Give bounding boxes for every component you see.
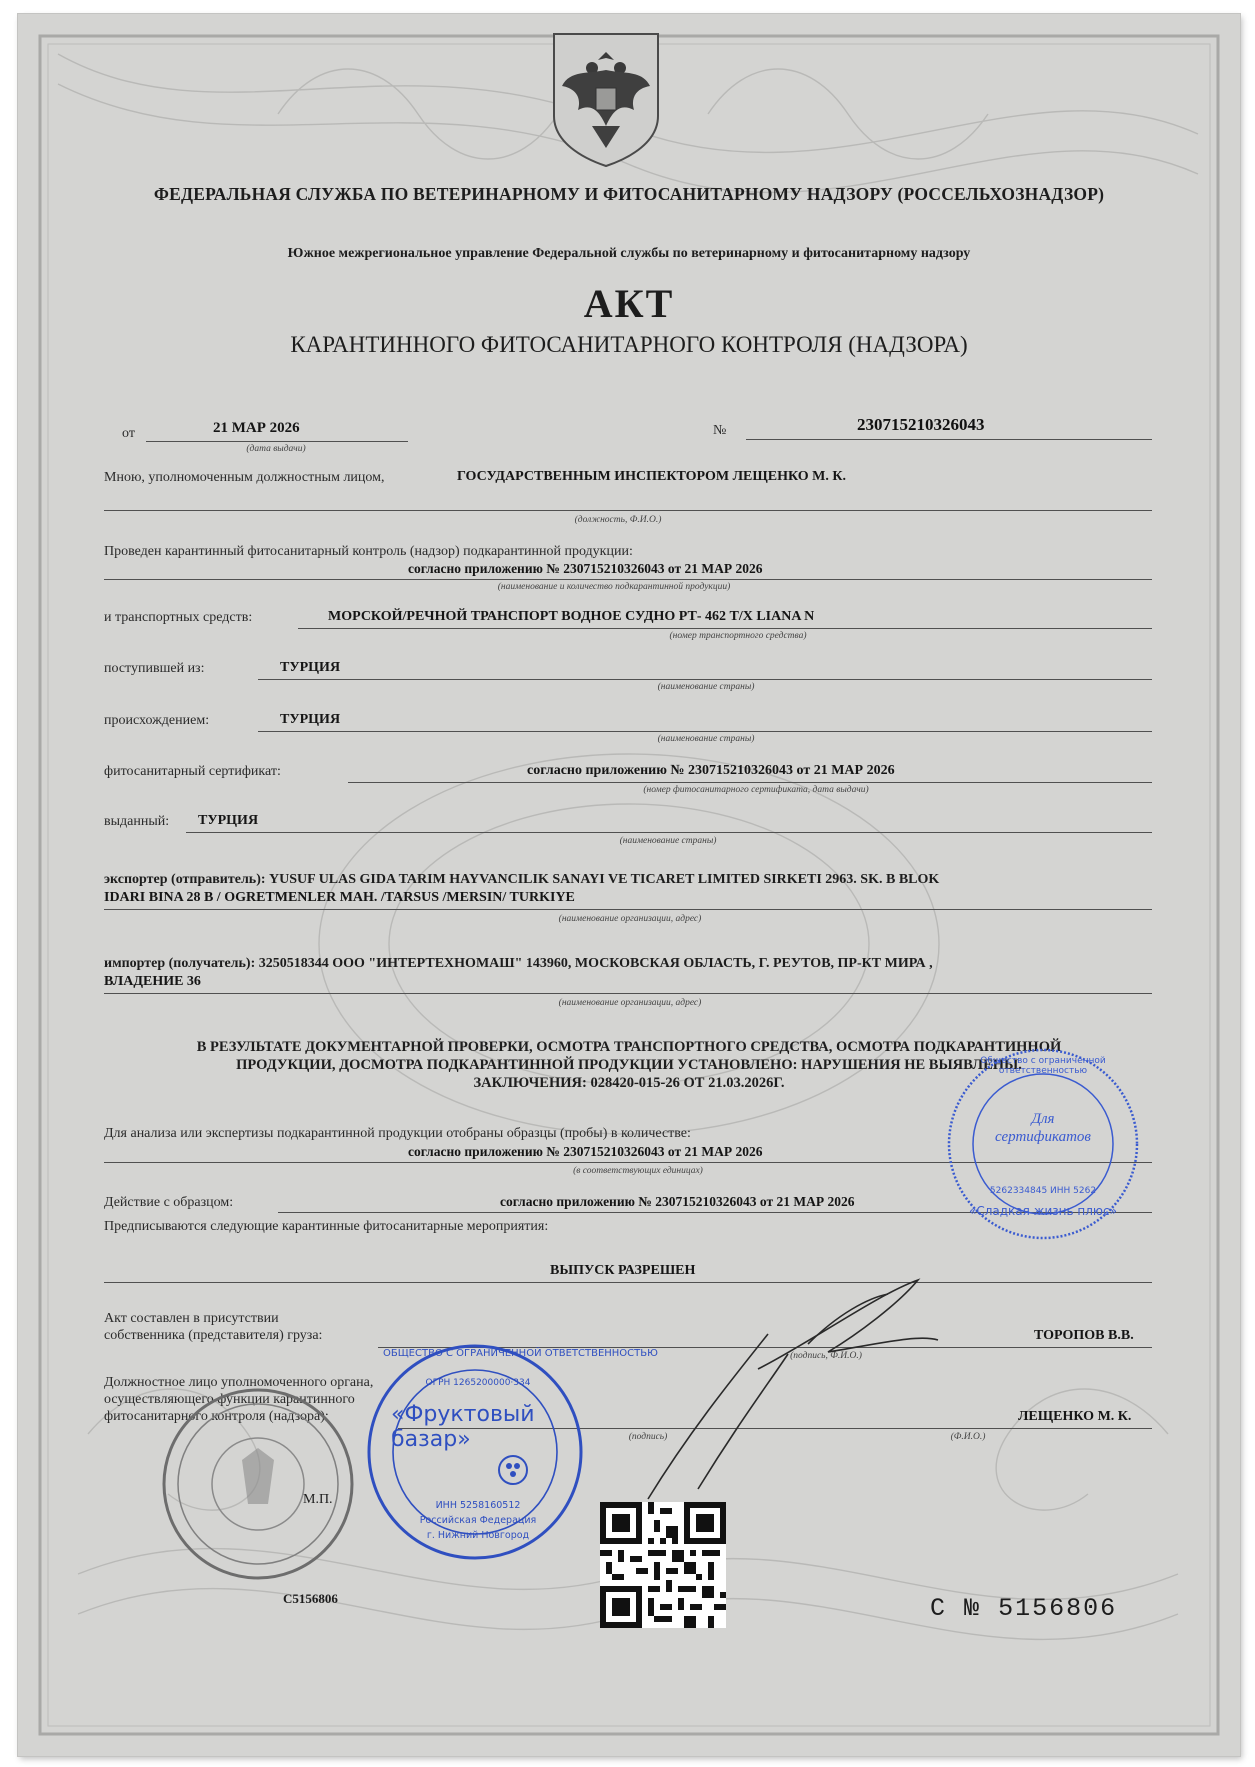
origin-label: происхождением: [104,713,210,728]
series-prefix: С [930,1594,948,1623]
document-sheet [18,14,1240,1756]
arrived-from-label: поступившей из: [104,661,205,676]
stamp-left-inn: ИНН 5258160512 [435,1500,521,1511]
document-title: АКТ [583,281,675,326]
agency-name: ФЕДЕРАЛЬНАЯ СЛУЖБА ПО ВЕТЕРИНАРНОМУ И ФИТОСАНИТАРНОМУ НАДЗОРУ (РОССЕЛЬХОЗНАДЗОР) [153,184,1105,204]
exporter-label: экспортер (отправитель): [104,872,266,887]
issued-caption: (наименование страны) [619,836,717,846]
stamp-right-ring-top: Общество с ограниченной ответственностью [980,1056,1106,1076]
samples-label: Для анализа или экспертизы подкарантинной продукции отобраны образцы (пробы) в количестве: [104,1126,691,1141]
act-date: 21 МАР 2026 [213,420,300,436]
importer-line1: 3250518344 ООО "ИНТЕРТЕХНОМАШ" 143960, МОСКОВСКАЯ ОБЛАСТЬ, Г. РЕУТОВ, ПР-КТ МИРА , [258,956,933,971]
exporter-caption: (наименование организации, адрес) [558,914,702,924]
transport-underline [298,628,1152,629]
stamp-right-inn: 5262334845 ИНН 5262 [989,1186,1097,1196]
transport-value: МОРСКОЙ/РЕЧНОЙ ТРАНСПОРТ ВОДНОЕ СУДНО РТ- 462 T/X LIANA N [328,609,815,624]
date-underline [146,441,408,442]
stamp-left-city: г. Нижний Новгород [426,1530,530,1541]
seal-place-mark: М.П. [303,1492,333,1507]
transport-caption: (номер транспортного средства) [669,631,807,641]
date-label: от [122,426,135,441]
official-gray-seal [158,1384,358,1584]
coat-of-arms-emblem [548,30,664,170]
sample-action-label: Действие с образцом: [104,1195,234,1210]
signature-scribbles [578,1274,998,1504]
number-underline [746,439,1152,440]
document-subtitle: КАРАНТИННОГО ФИТОСАНИТАРНОГО КОНТРОЛЯ (НАДЗОРА) [290,332,968,357]
form-serial-number [930,1594,1117,1623]
issued-underline [186,832,1152,833]
certificate-value: согласно приложению № 230715210326043 от 21 МАР 2026 [527,763,895,778]
arrived-from-caption: (наименование страны) [657,682,755,692]
transport-label: и транспортных средств: [104,610,253,625]
official-label-line2: осуществляющего функции карантинного [104,1392,355,1407]
exporter-block [104,872,939,888]
arrived-from-underline [258,679,1152,680]
arrived-from-value: ТУРЦИЯ [280,660,341,675]
act-number: 230715210326043 [857,415,985,434]
stamp-left-ring-text: ОБЩЕСТВО С ОГРАНИЧЕННОЙ ОТВЕТСТВЕННОСТЬЮ [383,1348,658,1359]
owner-label-line2: собственника (представителя) груза: [104,1328,323,1343]
stamp-right-center: Для сертификатов [995,1111,1091,1145]
official-label-line3: фитосанитарного контроля (надзора): [104,1409,329,1424]
samples-value: согласно приложению № 230715210326043 от 21 МАР 2026 [408,1144,763,1159]
issued-label: выданный: [104,814,170,829]
certificate-label: фитосанитарный сертификат: [104,764,281,779]
control-label: Проведен карантинный фитосанитарный контроль (надзор) подкарантинной продукции: [104,544,633,559]
owner-caption: (подпись, Ф.И.О.) [790,1351,862,1361]
official-label-line1: Должностное лицо уполномоченного органа, [104,1375,374,1390]
official-name-caption: (Ф.И.О.) [950,1432,986,1442]
department-name: Южное межрегиональное управление Федеральной службы по ветеринарному и фитосанитарному надзору [287,246,971,261]
series-number-sign: № [964,1594,982,1623]
stamp-right-ring-bottom: «Сладкая жизнь плюс» [969,1204,1117,1218]
inspector-label: Мною, уполномоченным должностным лицом, [104,470,385,485]
issued-value: ТУРЦИЯ [198,813,259,828]
stamp-left-brand: «Фруктовый базар» [391,1402,535,1452]
official-sign-caption: (подпись) [628,1432,668,1442]
importer-caption: (наименование организации, адрес) [558,998,702,1008]
qr-code-pattern [600,1502,726,1628]
date-caption: (дата выдачи) [246,444,306,454]
inspector-underline [104,510,1152,511]
owner-label-line1: Акт составлен в присутствии [104,1311,279,1326]
measures-label: Предписываются следующие карантинные фитосанитарные мероприятия: [104,1219,549,1234]
control-caption: (наименование и количество подкарантинной продукции) [497,582,731,592]
control-value: согласно приложению № 230715210326043 от 21 МАР 2026 [408,561,763,576]
importer-underline [104,993,1152,994]
exporter-underline [104,909,1152,910]
origin-caption: (наименование страны) [657,734,755,744]
result-line3: ЗАКЛЮЧЕНИЯ: 028420-015-26 ОТ 21.03.2026Г. [473,1075,785,1091]
exporter-line2: IDARI BINA 28 B / OGRETMENLER MAH. /TARSUS /MERSIN/ TURKIYE [104,890,575,905]
certificate-caption: (номер фитосанитарного сертификата, дата выдачи) [643,785,869,795]
qr-code[interactable] [600,1502,726,1628]
importer-line2: ВЛАДЕНИЕ 36 [104,974,201,989]
origin-underline [258,731,1152,732]
origin-value: ТУРЦИЯ [280,712,341,727]
inspector-caption: (должность, Ф.И.О.) [574,515,662,525]
sample-action-value: согласно приложению № 230715210326043 от 21 МАР 2026 [500,1194,855,1209]
stamp-left-ogrn: ОГРН 1265200000·334 [425,1378,531,1388]
importer-label: импортер (получатель): [104,956,256,971]
number-label: № [713,423,727,438]
exporter-line1: YUSUF ULAS GIDA TARIM HAYVANCILIK SANAYI VE TICARET LIMITED SIRKETI 2963. SK. B BLOK [269,872,940,887]
owner-name: ТОРОПОВ В.В. [1034,1328,1134,1343]
certificate-underline [348,782,1152,783]
result-line1: В РЕЗУЛЬТАТЕ ДОКУМЕНТАРНОЙ ПРОВЕРКИ, ОСМОТРА ТРАНСПОРТНОГО СРЕДСТВА, ОСМОТРА ПОДКАРАНТИННОЙ [196,1039,1062,1055]
importer-block [104,956,933,972]
stamp-left-country: Российская Федерация [419,1515,537,1526]
measures-value: ВЫПУСК РАЗРЕШЕН [550,1263,696,1278]
series-number-small: C5156806 [283,1591,338,1606]
official-name: ЛЕЩЕНКО М. К. [1018,1409,1132,1424]
inspector-value: ГОСУДАРСТВЕННЫМ ИНСПЕКТОРОМ ЛЕЩЕНКО М. К. [457,469,847,484]
series-number: 5156806 [998,1594,1118,1623]
result-line2: ПРОДУКЦИИ, ДОСМОТРА ПОДКАРАНТИННОЙ ПРОДУКЦИИ УСТАНОВЛЕНО: НАРУШЕНИЯ НЕ ВЫЯВЛЕНЫ. [236,1057,1022,1073]
samples-caption: (в соответствующих единицах) [573,1166,703,1176]
control-underline [104,579,1152,580]
stamp-sladkaya-zhizn [943,1044,1143,1244]
